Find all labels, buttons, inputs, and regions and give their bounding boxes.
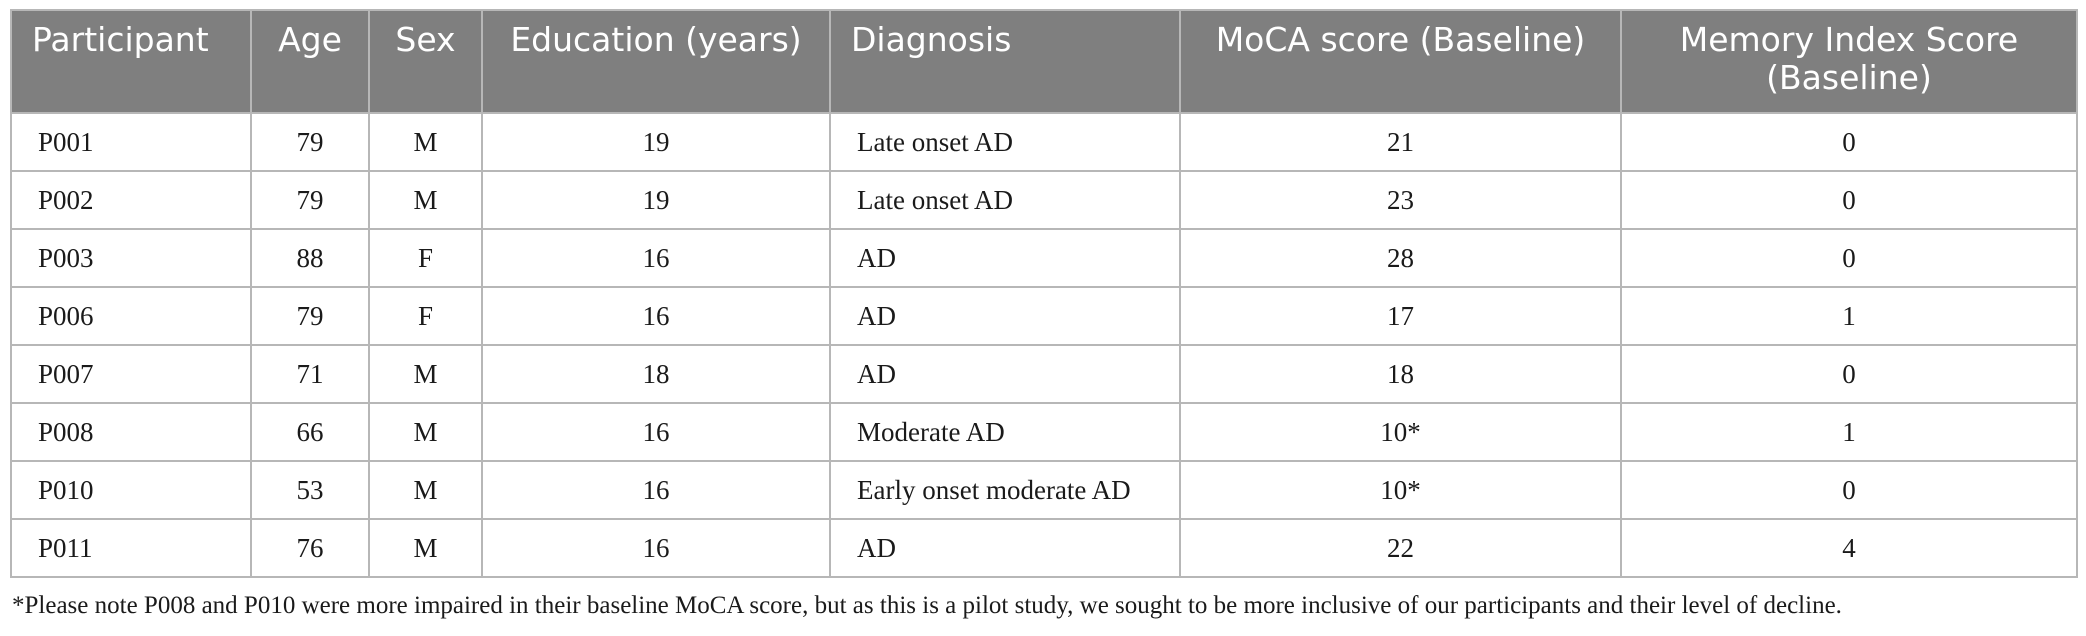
table-row (11, 345, 2077, 403)
cell-memory-index-score: 0 (1621, 345, 2077, 403)
cell-participant: P008 (11, 403, 251, 461)
cell-sex: M (369, 171, 482, 229)
table-row (11, 461, 2077, 519)
header-memory-index-score: Memory Index Score (Baseline) (1621, 10, 2077, 113)
header-diagnosis: Diagnosis (830, 10, 1180, 113)
cell-moca-score: 23 (1180, 171, 1621, 229)
cell-memory-index-score: 0 (1621, 461, 2077, 519)
cell-participant: P003 (11, 229, 251, 287)
cell-age: 76 (251, 519, 369, 577)
cell-moca-score: 10* (1180, 461, 1621, 519)
cell-education: 18 (482, 345, 830, 403)
cell-education: 16 (482, 287, 830, 345)
table-footnote: *Please note P008 and P010 were more impaired in their baseline MoCA score, but as this is a pilot study, we sought to be more inclusive of our participants and their level of decline. (12, 592, 1842, 619)
cell-participant: P011 (11, 519, 251, 577)
cell-diagnosis: AD (830, 229, 1180, 287)
cell-memory-index-score: 0 (1621, 171, 2077, 229)
cell-diagnosis: Late onset AD (830, 171, 1180, 229)
cell-moca-score: 10* (1180, 403, 1621, 461)
cell-diagnosis: AD (830, 287, 1180, 345)
cell-education: 16 (482, 519, 830, 577)
cell-diagnosis: Moderate AD (830, 403, 1180, 461)
header-sex: Sex (369, 10, 482, 113)
cell-diagnosis: AD (830, 345, 1180, 403)
cell-sex: M (369, 345, 482, 403)
table-row (11, 113, 2077, 171)
cell-diagnosis: AD (830, 519, 1180, 577)
cell-participant: P006 (11, 287, 251, 345)
cell-sex: M (369, 519, 482, 577)
cell-education: 19 (482, 113, 830, 171)
header-age: Age (251, 10, 369, 113)
header-moca-score: MoCA score (Baseline) (1180, 10, 1621, 113)
cell-education: 16 (482, 403, 830, 461)
cell-education: 16 (482, 461, 830, 519)
cell-sex: M (369, 113, 482, 171)
cell-diagnosis: Late onset AD (830, 113, 1180, 171)
table-row (11, 229, 2077, 287)
cell-memory-index-score: 0 (1621, 113, 2077, 171)
cell-moca-score: 21 (1180, 113, 1621, 171)
cell-participant: P001 (11, 113, 251, 171)
table-row (11, 519, 2077, 577)
header-participant: Participant (11, 10, 251, 113)
cell-memory-index-score: 0 (1621, 229, 2077, 287)
cell-age: 79 (251, 113, 369, 171)
cell-age: 66 (251, 403, 369, 461)
table-header (11, 10, 2077, 113)
cell-sex: M (369, 403, 482, 461)
cell-participant: P010 (11, 461, 251, 519)
cell-memory-index-score: 1 (1621, 403, 2077, 461)
cell-age: 53 (251, 461, 369, 519)
cell-age: 88 (251, 229, 369, 287)
table-body (11, 113, 2077, 577)
cell-sex: F (369, 229, 482, 287)
cell-education: 19 (482, 171, 830, 229)
cell-moca-score: 17 (1180, 287, 1621, 345)
cell-diagnosis: Early onset moderate AD (830, 461, 1180, 519)
header-education: Education (years) (482, 10, 830, 113)
table-row (11, 287, 2077, 345)
cell-moca-score: 28 (1180, 229, 1621, 287)
cell-moca-score: 22 (1180, 519, 1621, 577)
cell-moca-score: 18 (1180, 345, 1621, 403)
cell-age: 71 (251, 345, 369, 403)
cell-sex: F (369, 287, 482, 345)
cell-memory-index-score: 4 (1621, 519, 2077, 577)
cell-age: 79 (251, 171, 369, 229)
cell-age: 79 (251, 287, 369, 345)
table-row (11, 171, 2077, 229)
cell-participant: P002 (11, 171, 251, 229)
header-row (11, 10, 2077, 113)
cell-education: 16 (482, 229, 830, 287)
cell-sex: M (369, 461, 482, 519)
participant-table-container (10, 9, 2076, 578)
table-row (11, 403, 2077, 461)
participant-table (10, 9, 2078, 578)
cell-participant: P007 (11, 345, 251, 403)
cell-memory-index-score: 1 (1621, 287, 2077, 345)
